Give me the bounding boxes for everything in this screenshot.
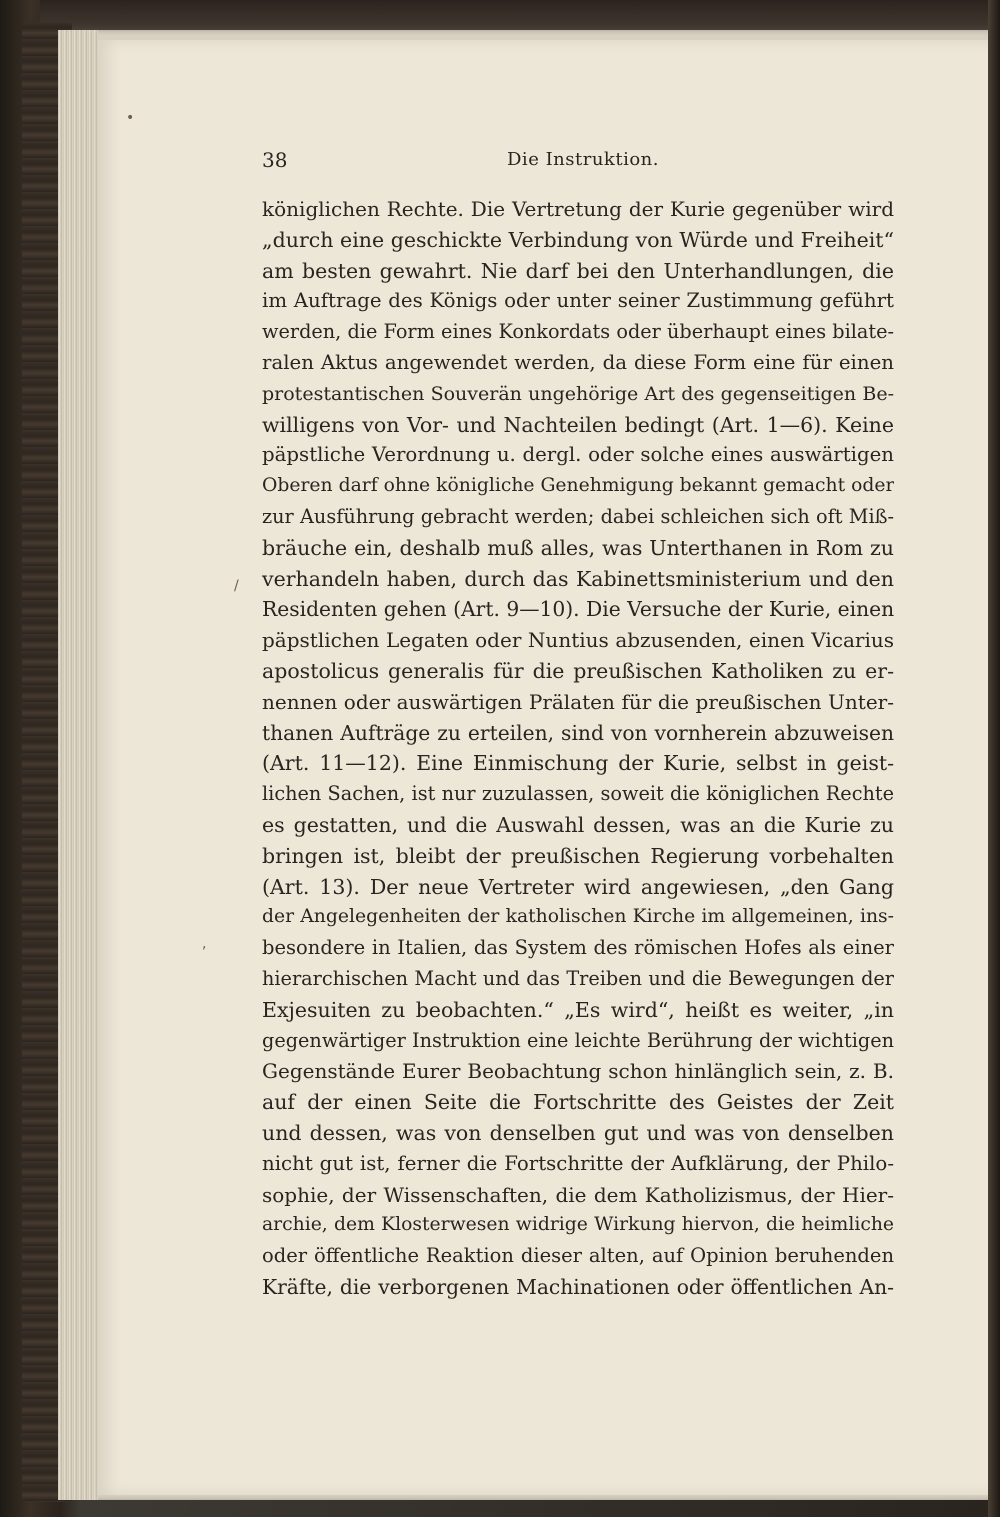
text-line: nicht gut ist, ferner die Fortschritte der Aufklärung, der Philo-: [262, 1151, 894, 1175]
page-number: 38: [262, 148, 288, 172]
text-line: apostolicus generalis für die preußischen Katholiken zu er-: [262, 658, 894, 683]
text-line: es gestatten, und die Auswahl dessen, was an die Kurie zu: [262, 812, 894, 837]
text-line: protestantischen Souverän ungehörige Art des gegenseitigen Be-: [262, 382, 894, 405]
text-line: thanen Aufträge zu erteilen, sind von vornherein abzuweisen: [262, 720, 894, 745]
text-line: Oberen darf ohne königliche Genehmigung bekannt gemacht oder: [262, 475, 894, 497]
text-line: päpstliche Verordnung u. dergl. oder solche eines auswärtigen: [262, 443, 894, 467]
text-line: lichen Sachen, ist nur zuzulassen, soweit die königlichen Rechte: [262, 782, 894, 806]
margin-mark: /: [234, 578, 239, 594]
text-line: (Art. 11—12). Eine Einmischung der Kurie, selbst in geist-: [262, 751, 894, 776]
text-line: Gegenstände Eurer Beobachtung schon hinlänglich sein, z. B.: [262, 1059, 894, 1084]
text-line: bringen ist, bleibt der preußischen Regierung vorbehalten: [262, 843, 894, 868]
scan-right-edge: [988, 0, 1000, 1517]
text-line: königlichen Rechte. Die Vertretung der Kurie gegenüber wird: [262, 197, 894, 221]
text-line: im Auftrage des Königs oder unter seiner Zustimmung geführt: [262, 289, 894, 313]
page-header: [262, 148, 894, 178]
text-line: willigens von Vor- und Nachteilen bedingt (Art. 1—6). Keine: [262, 412, 894, 437]
text-line: Residenten gehen (Art. 9—10). Die Versuche der Kurie, einen: [262, 597, 894, 622]
text-line: sophie, der Wissenschaften, die dem Katholizismus, der Hier-: [262, 1182, 894, 1207]
text-line: besondere in Italien, das System des römischen Hofes als einer: [262, 936, 894, 960]
text-line: „durch eine geschickte Verbindung von Würde und Freiheit“: [262, 227, 894, 252]
text-line: hierarchischen Macht und das Treiben und die Bewegungen der: [262, 966, 894, 990]
text-line: verhandeln haben, durch das Kabinettsministerium und den: [262, 566, 894, 591]
text-line: nennen oder auswärtigen Prälaten für die preußischen Unter-: [262, 689, 894, 714]
text-line: am besten gewahrt. Nie darf bei den Unterhandlungen, die: [262, 258, 894, 283]
text-line: bräuche ein, deshalb muß alles, was Unterthanen in Rom zu: [262, 535, 894, 560]
body-text: [262, 194, 894, 1303]
text-line: Kräfte, die verborgenen Machinationen oder öffentlichen An-: [262, 1274, 894, 1299]
running-head: Die Instruktion.: [507, 149, 659, 170]
text-line: gegenwärtiger Instruktion eine leichte Berührung der wichtigen: [262, 1028, 894, 1052]
text-line: (Art. 13). Der neue Vertreter wird angewiesen, „den Gang: [262, 874, 894, 899]
text-line: zur Ausführung gebracht werden; dabei schleichen sich oft Miß-: [262, 504, 894, 528]
text-line: werden, die Form eines Konkordats oder überhaupt eines bilate-: [262, 320, 894, 344]
text-line: ralen Aktus angewendet werden, da diese Form eine für einen: [262, 350, 894, 374]
margin-mark: ,: [202, 936, 207, 952]
text-line: der Angelegenheiten der katholischen Kirche im allgemeinen, ins-: [262, 906, 894, 928]
text-line: und dessen, was von denselben gut und was von denselben: [262, 1120, 894, 1145]
text-line: archie, dem Klosterwesen widrige Wirkung hiervon, die heimliche: [262, 1214, 894, 1236]
text-line: oder öffentliche Reaktion dieser alten, auf Opinion beruhenden: [262, 1244, 894, 1268]
paper-speck: •: [126, 110, 135, 126]
text-line: auf der einen Seite die Fortschritte des Geistes der Zeit: [262, 1090, 894, 1115]
text-line: päpstlichen Legaten oder Nuntius abzusenden, einen Vicarius: [262, 628, 894, 653]
text-line: Exjesuiten zu beobachten.“ „Es wird“, heißt es weiter, „in: [262, 997, 894, 1022]
